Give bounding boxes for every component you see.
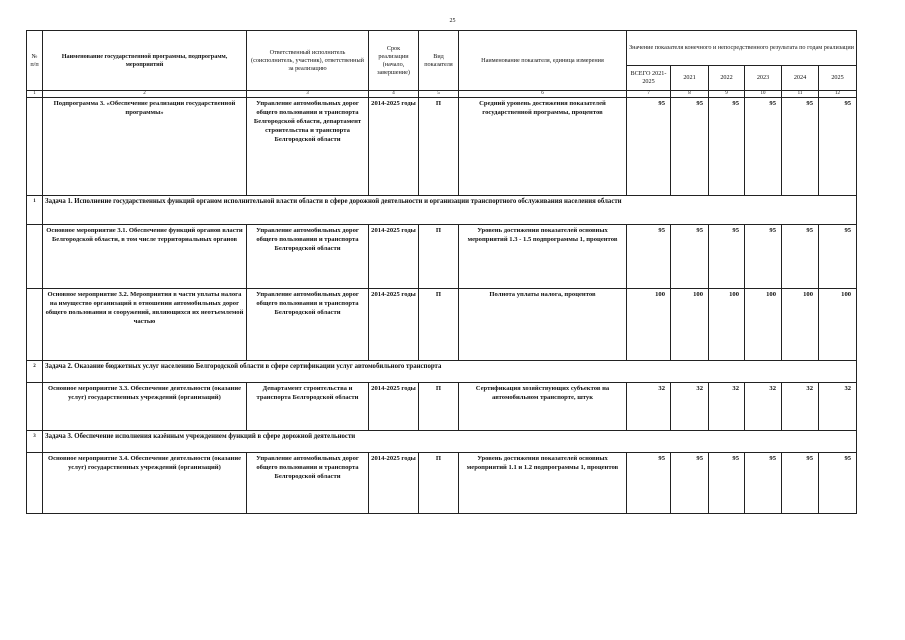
value-2025: 100 (819, 289, 857, 361)
value-2024: 95 (782, 98, 819, 196)
value-2023: 95 (745, 225, 782, 289)
header-responsible: Ответственный исполнитель (соисполнитель, участник), ответственный за реализацию (247, 31, 369, 91)
header-year: 2025 (819, 66, 857, 91)
indicator-type: П (419, 383, 459, 431)
implementation-term: 2014-2025 годы (369, 98, 419, 196)
header-name: Наименование государственной программы, подпрограмм, мероприятий (43, 31, 247, 91)
value-total: 100 (627, 289, 671, 361)
value-total: 95 (627, 98, 671, 196)
table-row (27, 225, 857, 289)
responsible-executor: Департамент строительства и транспорта Белгородской области (247, 383, 369, 431)
responsible-executor: Управление автомобильных дорог общего пользования и транспорта Белгородской области, департамент строительства и транспорта Белгородской области (247, 98, 369, 196)
value-2024: 95 (782, 225, 819, 289)
value-2024: 32 (782, 383, 819, 431)
value-2021: 95 (671, 453, 709, 514)
row-num (27, 225, 43, 289)
value-2022: 95 (709, 98, 745, 196)
task-row (27, 196, 857, 225)
column-number: 5 (419, 91, 459, 98)
task-row (27, 431, 857, 453)
implementation-term: 2014-2025 годы (369, 383, 419, 431)
column-number: 2 (43, 91, 247, 98)
responsible-executor: Управление автомобильных дорог общего пользования и транспорта Белгородской области (247, 453, 369, 514)
indicator-name: Сертификация хозяйствующих субъектов на автомобильном транспорте, штук (459, 383, 627, 431)
value-2023: 95 (745, 98, 782, 196)
page-number: 25 (449, 18, 456, 24)
value-2022: 95 (709, 225, 745, 289)
row-num (27, 453, 43, 514)
header-year: 2023 (745, 66, 782, 91)
task-index: 3 (27, 431, 43, 453)
value-2025: 95 (819, 98, 857, 196)
column-number: 10 (745, 91, 782, 98)
indicator-name: Уровень достижения показателей основных мероприятий 1.1 и 1.2 подпрограммы 1, процентов (459, 453, 627, 514)
header-num: № п/п (27, 31, 43, 91)
responsible-executor: Управление автомобильных дорог общего пользования и транспорта Белгородской области (247, 225, 369, 289)
value-2021: 100 (671, 289, 709, 361)
row-num (27, 289, 43, 361)
measure-name: Основное мероприятие 3.2. Мероприятия в части уплаты налога на имущество организаций в отношении автомобильных дорог общего пользования и сооружений, являющихся их неотъемлемой частью (43, 289, 247, 361)
responsible-executor: Управление автомобильных дорог общего пользования и транспорта Белгородской области (247, 289, 369, 361)
header-term: Срок реализации (начало, завершение) (369, 31, 419, 91)
header-indicator: Наименование показателя, единица измерения (459, 31, 627, 91)
task-title: Задача 2. Оказание бюджетных услуг населению Белгородской области в сфере сертификации услуг автомобильного транспорта (43, 361, 857, 383)
column-number: 9 (709, 91, 745, 98)
value-2022: 95 (709, 453, 745, 514)
column-number: 8 (671, 91, 709, 98)
measure-name: Подпрограмма 3. «Обеспечение реализации государственной программы» (43, 98, 247, 196)
value-2023: 95 (745, 453, 782, 514)
table-row (27, 98, 857, 196)
value-2021: 95 (671, 98, 709, 196)
value-2023: 32 (745, 383, 782, 431)
column-number: 6 (459, 91, 627, 98)
value-2025: 32 (819, 383, 857, 431)
header-year: 2021 (671, 66, 709, 91)
indicator-type: П (419, 289, 459, 361)
header-year: 2024 (782, 66, 819, 91)
value-2022: 32 (709, 383, 745, 431)
header-total: ВСЕГО 2021-2025 (627, 66, 671, 91)
header-type: Вид показателя (419, 31, 459, 91)
indicator-table (26, 30, 857, 514)
column-number: 12 (819, 91, 857, 98)
column-number: 11 (782, 91, 819, 98)
column-number: 1 (27, 91, 43, 98)
value-2024: 95 (782, 453, 819, 514)
row-num (27, 98, 43, 196)
column-number: 3 (247, 91, 369, 98)
value-2021: 95 (671, 225, 709, 289)
indicator-name: Средний уровень достижения показателей государственной программы, процентов (459, 98, 627, 196)
header-values-group: Значение показателя конечного и непосредственного результата по годам реализации (627, 31, 857, 66)
implementation-term: 2014-2025 годы (369, 289, 419, 361)
implementation-term: 2014-2025 годы (369, 225, 419, 289)
value-total: 32 (627, 383, 671, 431)
task-title: Задача 1. Исполнение государственных функций органом исполнительной власти области в сфере дорожной деятельности и организации транспортного обслуживания населения области (43, 196, 857, 225)
value-2024: 100 (782, 289, 819, 361)
table-row (27, 453, 857, 514)
value-2025: 95 (819, 225, 857, 289)
indicator-type: П (419, 225, 459, 289)
column-number: 4 (369, 91, 419, 98)
measure-name: Основное мероприятие 3.4. Обеспечение деятельности (оказание услуг) государственных учреждений (организаций) (43, 453, 247, 514)
header-year: 2022 (709, 66, 745, 91)
value-2023: 100 (745, 289, 782, 361)
column-number: 7 (627, 91, 671, 98)
row-num (27, 383, 43, 431)
implementation-term: 2014-2025 годы (369, 453, 419, 514)
value-total: 95 (627, 453, 671, 514)
value-2021: 32 (671, 383, 709, 431)
indicator-type: П (419, 98, 459, 196)
table-row (27, 383, 857, 431)
task-index: 1 (27, 196, 43, 225)
task-title: Задача 3. Обеспечение исполнения казённым учреждением функций в сфере дорожной деятельности (43, 431, 857, 453)
measure-name: Основное мероприятие 3.1. Обеспечение функций органов власти Белгородской области, в том числе территориальных органов (43, 225, 247, 289)
indicator-name: Полнота уплаты налога, процентов (459, 289, 627, 361)
indicator-name: Уровень достижения показателей основных мероприятий 1.3 - 1.5 подпрограммы 1, процентов (459, 225, 627, 289)
value-2025: 95 (819, 453, 857, 514)
table-row (27, 289, 857, 361)
task-row (27, 361, 857, 383)
measure-name: Основное мероприятие 3.3. Обеспечение деятельности (оказание услуг) государственных учреждений (организаций) (43, 383, 247, 431)
value-total: 95 (627, 225, 671, 289)
value-2022: 100 (709, 289, 745, 361)
task-index: 2 (27, 361, 43, 383)
indicator-type: П (419, 453, 459, 514)
